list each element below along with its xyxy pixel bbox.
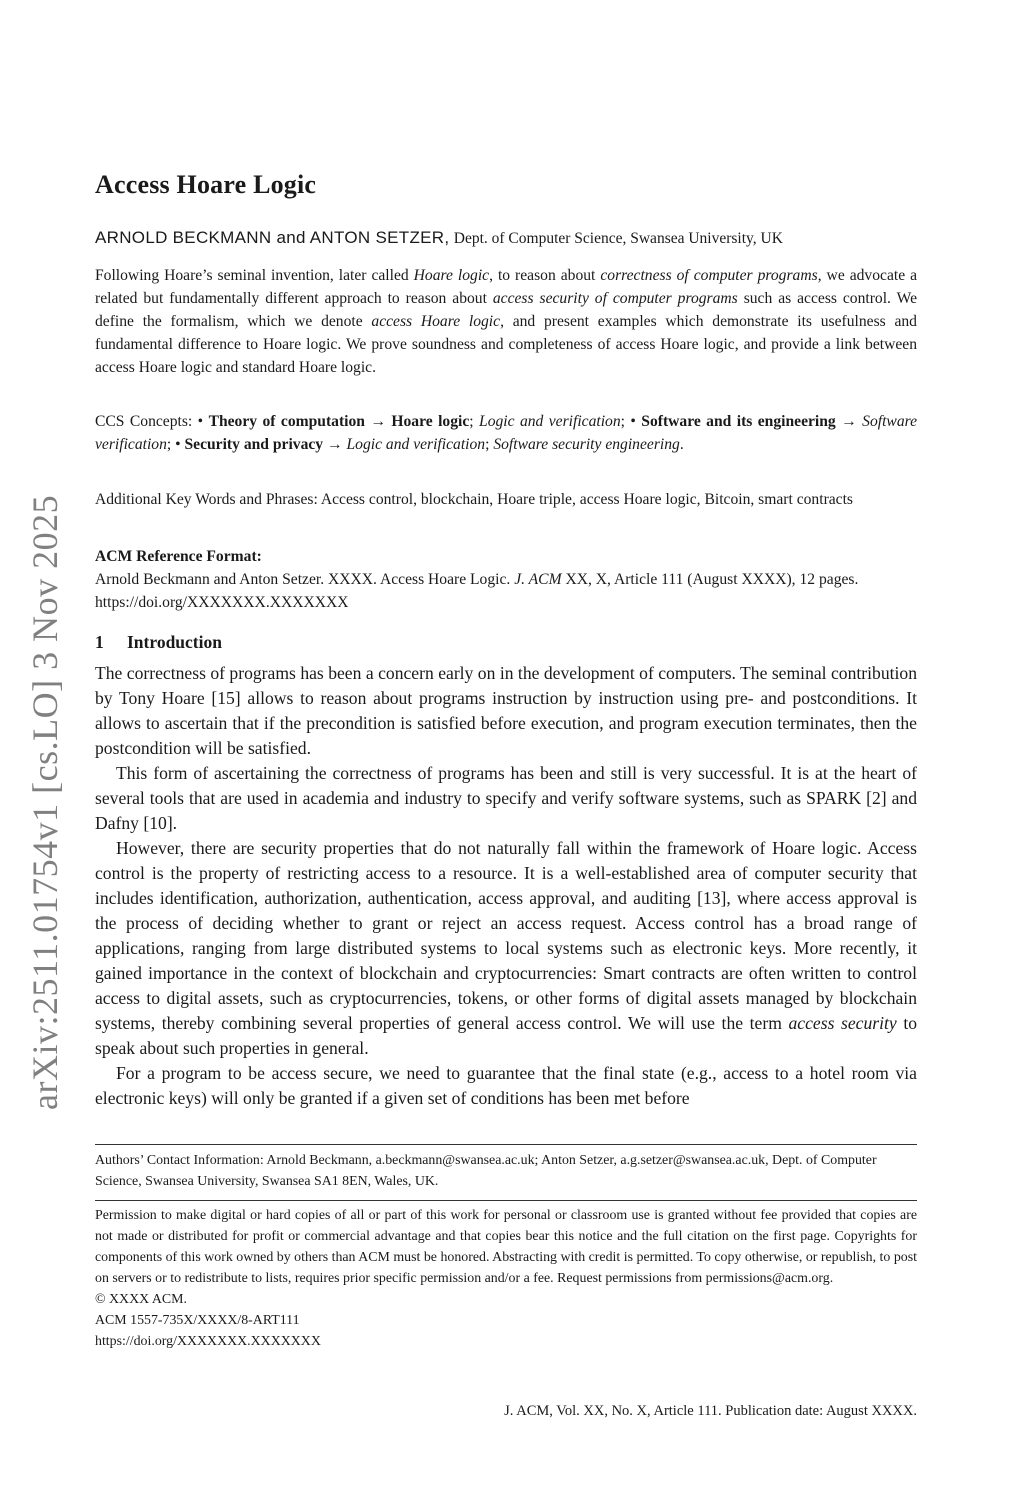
paragraph-text: to speak about such properties in general.: [95, 1013, 918, 1058]
ccs-separator: ; •: [166, 436, 185, 453]
acm-reference-journal: J. ACM: [514, 571, 562, 588]
ccs-label: CCS Concepts: •: [95, 413, 209, 430]
acm-reference-format: [95, 545, 917, 614]
issn-line: ACM 1557-735X/XXXX/8-ART111: [95, 1313, 300, 1328]
abstract-text: , we advocate a related but fundamentally different approach to reason about: [95, 267, 918, 307]
section-number: 1: [95, 632, 104, 652]
author-affiliation: Dept. of Computer Science, Swansea University, UK: [453, 230, 783, 247]
ccs-arrow: →: [364, 413, 392, 430]
acm-reference-part: Arnold Beckmann and Anton Setzer. XXXX. Access Hoare Logic.: [95, 571, 515, 588]
keywords: Additional Key Words and Phrases: Access control, blockchain, Hoare triple, access Hoare logic, Bitcoin, smart contracts: [95, 491, 854, 508]
abstract-text: such as access control. We define the formalism, which we denote: [95, 290, 917, 330]
permission-text: Permission to make digital or hard copies of all or part of this work for personal or classroom use is granted without fee provided that copies are not made or distributed for profit or commercial advantage and that copies bear this notice and the full citation on the first page. Copyrights for components of this work owned by others than ACM must be honored. Abstracting with credit is permitted. To copy otherwise, or republish, to post on servers or to redistribute to lists, requires prior specific permission and/or a fee. Request permissions from permissions@acm.org.: [95, 1208, 917, 1286]
ccs-subconcept: Software verification: [95, 413, 918, 453]
ccs-subconcept: Logic and verification: [479, 413, 621, 430]
abstract-emphasis: Hoare logic: [413, 267, 490, 284]
ccs-separator: ; •: [620, 413, 642, 430]
abstract: [95, 264, 917, 379]
author-contact-info: Authors’ Contact Information: Arnold Beckmann, a.beckmann@swansea.ac.uk; Anton Setzer, a.g.setzer@swansea.ac.uk, Dept. of Computer Science, Swansea University, Swansea SA1 8EN, Wales, UK.: [95, 1153, 877, 1189]
copyright-line: © XXXX ACM.: [95, 1292, 187, 1307]
paragraph: This form of ascertaining the correctness of programs has been and still is very successful. It is at the heart of several tools that are used in academia and industry to specify and verify software systems, such as SPARK [2] and Dafny [10].: [95, 763, 917, 833]
page-footer: J. ACM, Vol. XX, No. X, Article 111. Publication date: August XXXX.: [504, 1403, 917, 1419]
permission-notice: [95, 1205, 917, 1352]
ccs-arrow: →: [323, 436, 347, 453]
ccs-concepts: [95, 410, 917, 456]
abstract-emphasis: access Hoare logic: [371, 313, 501, 330]
ccs-concept: Security and privacy: [184, 436, 324, 453]
permission-divider: [95, 1200, 917, 1201]
ccs-arrow: →: [835, 413, 863, 430]
paper-title: Access Hoare Logic: [95, 170, 317, 199]
ccs-concept: Software and its engineering: [641, 413, 836, 430]
ccs-concept: Theory of computation: [208, 413, 365, 430]
ccs-concept: Hoare logic: [391, 413, 470, 430]
body-text: [95, 661, 917, 1111]
abstract-emphasis: access security of computer programs: [492, 290, 738, 307]
abstract-emphasis: correctness of computer programs: [600, 267, 818, 284]
abstract-text: , to reason about: [489, 267, 601, 284]
acm-reference-text: [95, 568, 917, 614]
section-title: Introduction: [127, 632, 222, 652]
ccs-separator: ;: [485, 436, 494, 453]
paragraph: [95, 836, 917, 1061]
acm-reference-part: XX, X, Article 111 (August XXXX), 12 pages. https://doi.org/XXXXXXX.XXXXXXX: [95, 571, 859, 611]
paragraph-text: However, there are security properties that do not naturally fall within the framework of Hoare logic. Access control is the property of restricting access to a resource. It is a well-established area of computer security that includes identification, authorization, authentication, access approval, and auditing [13], where access approval is the process of deciding whether to grant or reject an access request. Access control has a broad range of applications, ranging from large distributed systems to local systems such as electronic keys. More recently, it gained importance in the context of blockchain and cryptocurrencies: Smart contracts are often written to control access to digital assets, such as cryptocurrencies, tokens, or other forms of digital assets managed by blockchain systems, thereby combining several properties of general access control. We will use the term: [95, 838, 917, 1033]
acm-reference-heading: ACM Reference Format:: [95, 548, 262, 565]
ccs-separator: ;: [469, 413, 480, 430]
author-names: ARNOLD BECKMANN and ANTON SETZER,: [95, 228, 450, 247]
abstract-text: Following Hoare’s seminal invention, later called: [95, 267, 414, 284]
paragraph: The correctness of programs has been a concern early on in the development of computers. The seminal contribution by Tony Hoare [15] allows to reason about programs instruction by instruction using pre- and postconditions. It allows to ascertain that if the precondition is satisfied before execution, and program execution terminates, then the postcondition will be satisfied.: [95, 663, 917, 758]
abstract-text: , and present examples which demonstrate its usefulness and fundamental difference to Hoare logic. We prove soundness and completeness of access Hoare logic, and provide a link between access Hoare logic and standard Hoare logic.: [95, 313, 917, 376]
paragraph: For a program to be access secure, we need to guarantee that the final state (e.g., access to a hotel room via electronic keys) will only be granted if a given set of conditions has been met before: [95, 1063, 917, 1108]
paragraph-emphasis: access security: [788, 1013, 897, 1033]
footnote-divider: [95, 1144, 917, 1145]
section-heading: [95, 632, 222, 653]
author-line: [95, 227, 917, 248]
doi-line: https://doi.org/XXXXXXX.XXXXXXX: [95, 1334, 321, 1349]
ccs-end: .: [679, 436, 684, 453]
ccs-subconcept: Software security engineering: [493, 436, 680, 453]
ccs-subconcept: Logic and verification: [346, 436, 486, 453]
arxiv-stamp: arXiv:2511.01754v1 [cs.LO] 3 Nov 2025: [25, 494, 65, 1110]
